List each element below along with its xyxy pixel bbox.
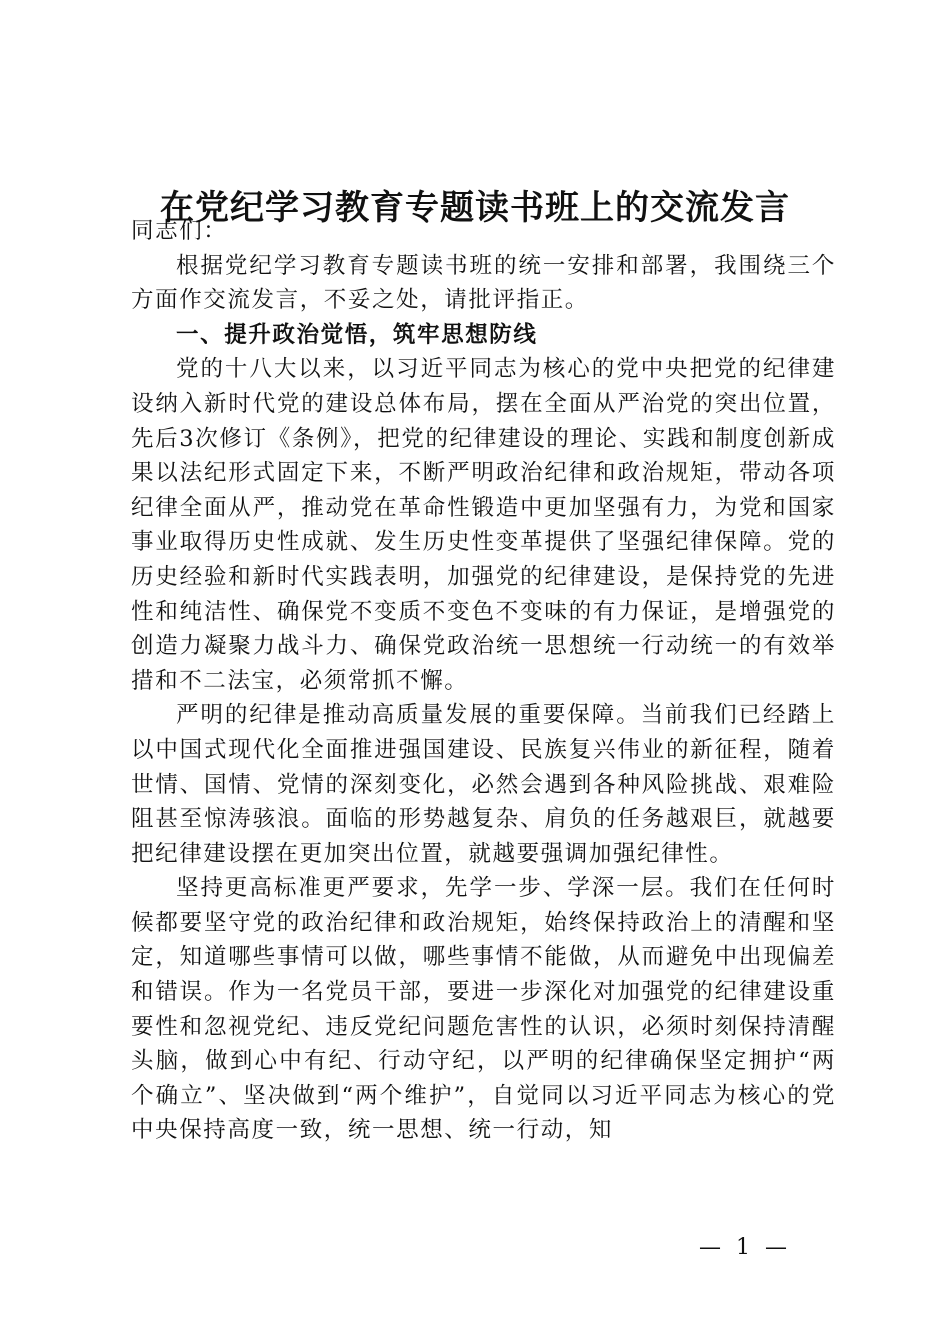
intro-paragraph: 根据党纪学习教育专题读书班的统一安排和部署，我围绕三个方面作交流发言，不妥之处，请批评指正。: [131, 252, 836, 314]
document-title: 在党纪学习教育专题读书班上的交流发言: [160, 188, 790, 228]
body-paragraph: 严明的纪律是推动高质量发展的重要保障。当前我们已经踏上以中国式现代化全面推进强国建设、民族复兴伟业的新征程，随着世情、国情、党情的深刻变化，必然会遇到各种风险挑战、艰难险阻甚至惊涛骇浪。面临的形势越复杂、肩负的任务越艰巨，就越要把纪律建设摆在更加突出位置，就越要强调加强纪律性。: [131, 702, 836, 867]
document-body: [131, 214, 836, 1148]
body-paragraph: 党的十八大以来，以习近平同志为核心的党中央把党的纪律建设纳入新时代党的建设总体布局，摆在全面从严治党的突出位置，先后3次修订《条例》，把党的纪律建设的理论、实践和制度创新成果以法纪形式固定下来，不断严明政治纪律和政治规矩，带动各项纪律全面从严，推动党在革命性锻造中更加坚强有力，为党和国家事业取得历史性成就、发生历史性变革提供了坚强纪律保障。党的历史经验和新时代实践表明，加强党的纪律建设，是保持党的先进性和纯洁性、确保党不变质不变色不变味的有力保证，是增强党的创造力凝聚力战斗力、确保党政治统一思想统一行动统一的有效举措和不二法宝，必须常抓不懈。: [131, 356, 836, 694]
body-paragraph: 坚持更高标准更严要求，先学一步、学深一层。我们在任何时候都要坚守党的政治纪律和政治规矩，始终保持政治上的清醒和坚定，知道哪些事情可以做，哪些事情不能做，从而避免中出现偏差和错误。作为一名党员干部，要进一步深化对加强党的纪律建设重要性和忽视党纪、违反党纪问题危害性的认识，必须时刻保持清醒头脑，做到心中有纪、行动守纪，以严明的纪律确保坚定拥护“两个确立”、坚决做到“两个维护”，自觉同以习近平同志为核心的党中央保持高度一致，统一思想、统一行动，知: [131, 875, 836, 1144]
section-heading: 一、提升政治觉悟，筑牢思想防线: [176, 321, 538, 348]
page-number: — 1 —: [699, 1235, 791, 1260]
salutation: 同志们：: [131, 218, 228, 244]
